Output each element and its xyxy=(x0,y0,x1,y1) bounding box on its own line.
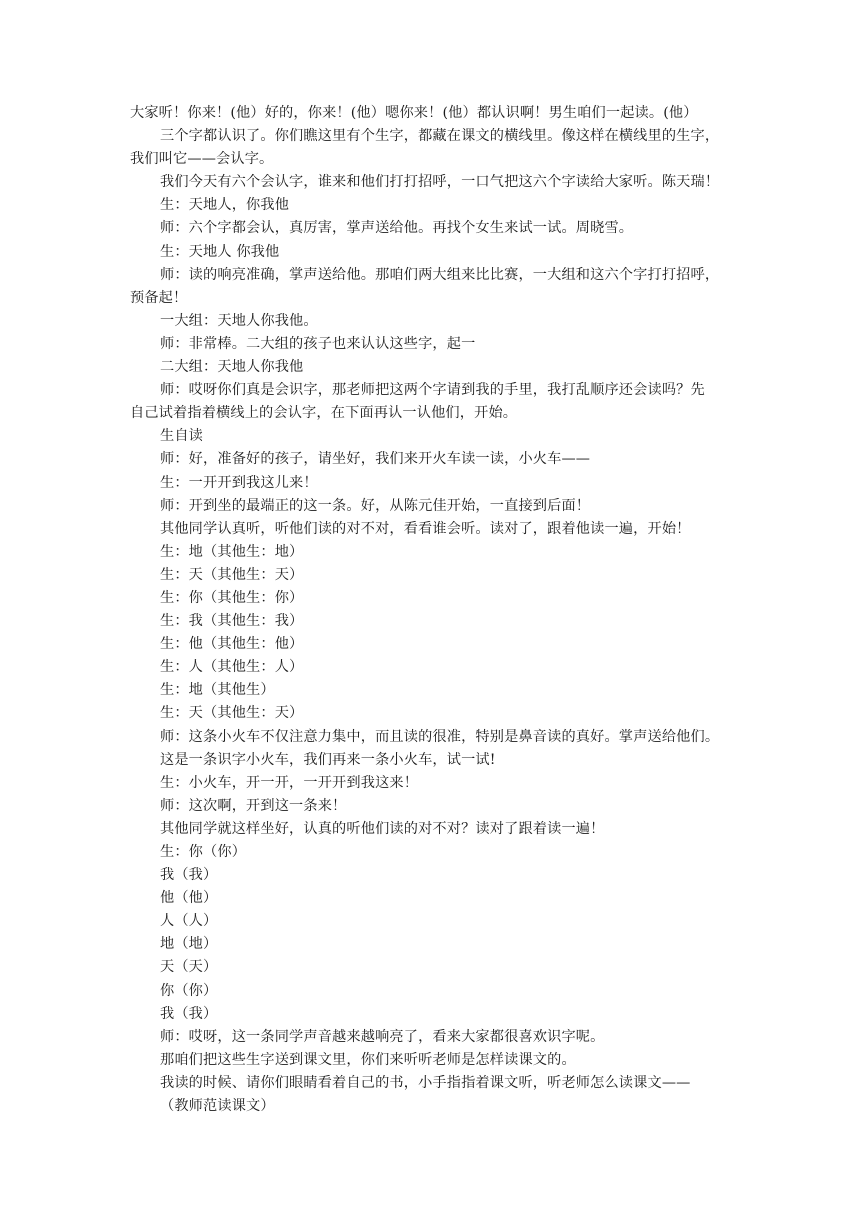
text-line: 我（我） xyxy=(160,1005,218,1022)
text-line: 自己试着指着横线上的会认字，在下面再认一认他们，开始。 xyxy=(130,405,518,422)
text-line: 师：读的响亮准确，掌声送给他。那咱们两大组来比比赛，一大组和这六个字打打招呼， xyxy=(160,266,720,283)
text-line: 这是一条识字小火车，我们再来一条小火车，试一试! xyxy=(160,751,496,768)
text-line: 师：这条小火车不仅注意力集中，而且读的很准，特别是鼻音读的真好。掌声送给他们。 xyxy=(160,728,720,745)
text-line: 大家听！你来！(他）好的，你来！(他）嗯你来！(他）都认识啊！男生咱们一起读。(他） xyxy=(130,105,698,121)
text-line: 其他同学就这样坐好，认真的听他们读的对不对？读对了跟着读一遍！ xyxy=(160,820,605,837)
text-line: 生：天（其他生：天） xyxy=(160,566,304,583)
text-line: 生：小火车，开一开，一开开到我这来！ xyxy=(160,774,419,791)
text-line: 预备起！ xyxy=(130,289,188,306)
text-line: 生：天（其他生：天） xyxy=(160,705,304,722)
text-line: 其他同学认真听，听他们读的对不对，看看谁会听。读对了，跟着他读一遍，开始！ xyxy=(160,520,691,537)
text-line: 二大组：天地人你我他 xyxy=(160,359,304,376)
text-line: 师：六个字都会认，真厉害，掌声送给他。再找个女生来试一试。周晓雪。 xyxy=(160,220,634,237)
text-line: 地（地） xyxy=(160,936,218,953)
text-line: 我们叫它——会认字。 xyxy=(130,151,274,168)
text-line: 生：你（你） xyxy=(160,844,247,860)
text-line: 师：哎呀你们真是会识字，那老师把这两个字请到我的手里，我打乱顺序还会读吗？先 xyxy=(160,382,705,399)
text-line: 生：一开开到我这儿来！ xyxy=(160,474,318,491)
text-line: 生：地（其他生：地） xyxy=(160,543,304,560)
text-line: 师：这次啊，开到这一条来！ xyxy=(160,797,347,814)
text-line: 生：你（其他生：你） xyxy=(160,589,304,606)
text-line: 生自读 xyxy=(160,428,204,445)
text-line: 生：他（其他生：他） xyxy=(160,636,304,653)
text-line: 生：地（其他生） xyxy=(160,682,275,699)
document-body xyxy=(130,102,734,1118)
text-line: 生：天地人，你我他 xyxy=(160,197,290,214)
text-line: 三个字都认识了。你们瞧这里有个生字，都藏在课文的横线里。像这样在横线里的生字， xyxy=(160,128,720,145)
text-line: 生：我（其他生：我） xyxy=(160,613,304,630)
text-line: 生：人（其他生：人） xyxy=(160,659,304,676)
text-line: 人（人） xyxy=(160,913,218,930)
text-line: 天（天） xyxy=(160,959,218,976)
text-line: 我们今天有六个会认字，谁来和他们打打招呼，一口气把这六个字读给大家听。陈天瑞！ xyxy=(160,174,720,191)
text-line: 我读的时候、请你们眼睛看着自己的书，小手指指着课文听，听老师怎么读课文—— xyxy=(160,1074,691,1091)
text-line: 师：开到坐的最端正的这一条。好，从陈元佳开始，一直接到后面！ xyxy=(160,497,591,514)
text-line: 你（你） xyxy=(160,982,218,999)
text-line: 那咱们把这些生字送到课文里，你们来听听老师是怎样读课文的。 xyxy=(160,1051,576,1068)
text-line: 师：非常棒。二大组的孩子也来认认这些字，起一 xyxy=(160,335,476,352)
text-line: 师：哎呀，这一条同学声音越来越响亮了，看来大家都很喜欢识字呢。 xyxy=(160,1028,605,1045)
text-line: 一大组：天地人你我他。 xyxy=(160,312,318,329)
text-line: 他（他） xyxy=(160,890,218,907)
text-line: 我（我） xyxy=(160,867,218,884)
text-line: 师：好，准备好的孩子，请坐好，我们来开火车读一读，小火车—— xyxy=(160,451,591,468)
text-line: 生：天地人 你我他 xyxy=(160,243,280,260)
text-line: （教师范读课文） xyxy=(160,1098,275,1115)
